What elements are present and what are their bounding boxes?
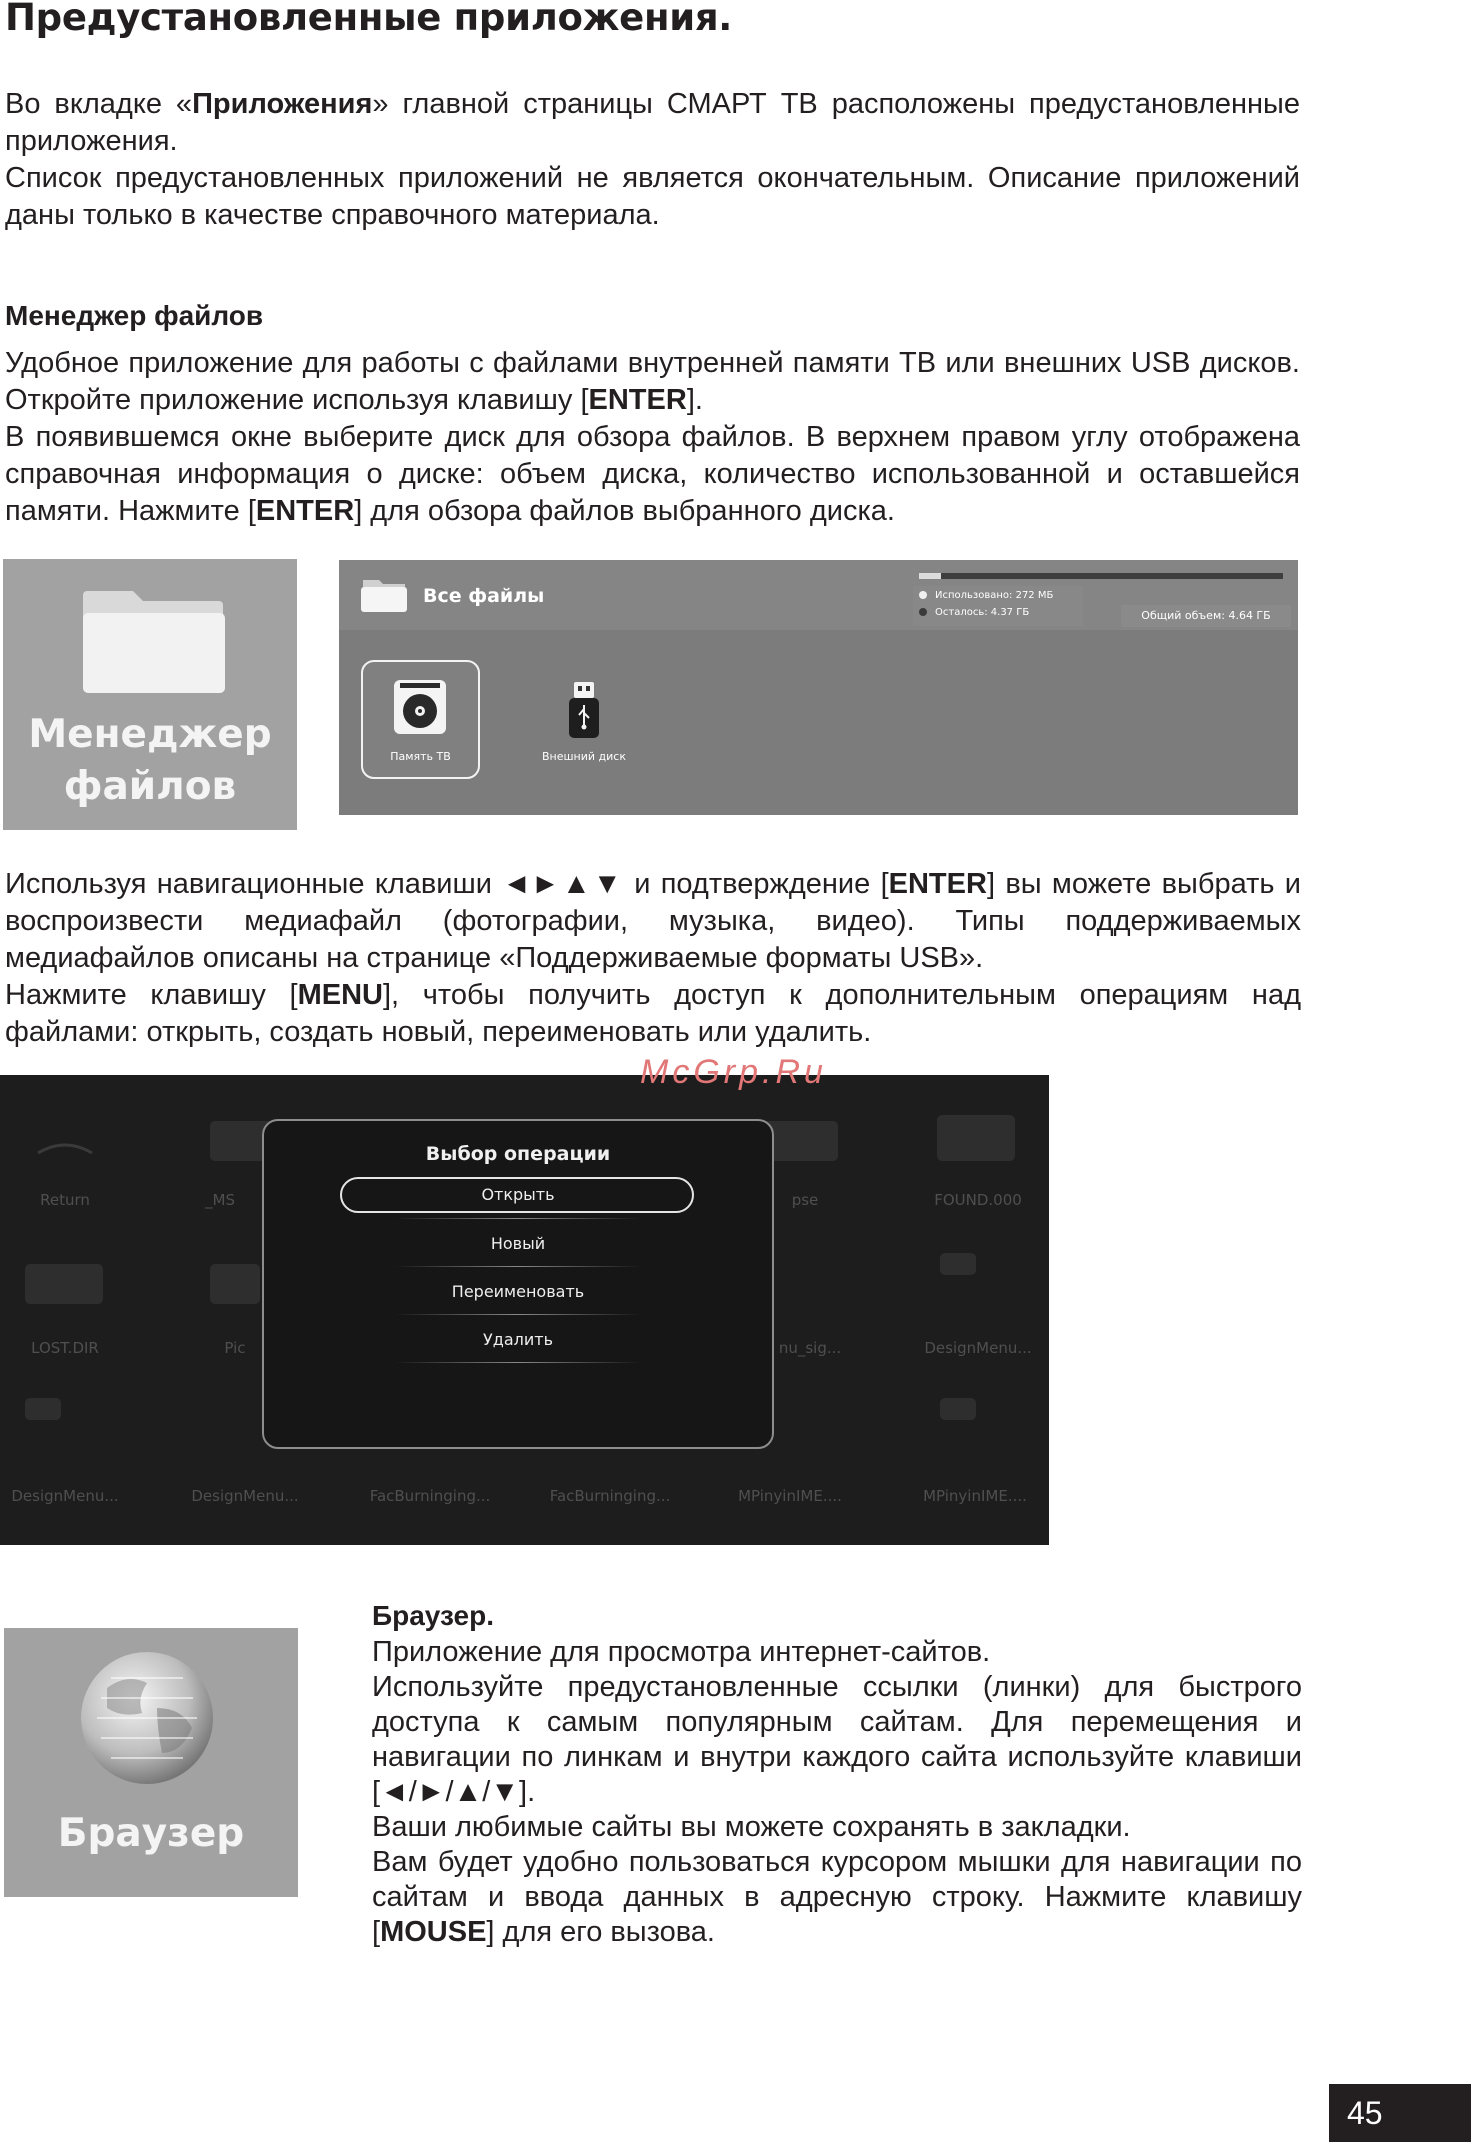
storage-usage-bar bbox=[919, 573, 1283, 579]
fm-p2-b: ] для обзора файлов выбранного диска. bbox=[354, 495, 895, 527]
drive-tv-memory-label: Память ТВ bbox=[390, 750, 451, 763]
browser-line-1: Приложение для просмотра интернет-сайтов. bbox=[372, 1636, 991, 1668]
apk-icon bbox=[940, 1398, 976, 1420]
folder-icon bbox=[937, 1115, 1015, 1161]
apk-icon bbox=[940, 1253, 976, 1275]
folder-icon bbox=[360, 577, 408, 613]
free-dot-icon bbox=[919, 608, 927, 616]
fm-p1-b: ]. bbox=[686, 384, 703, 416]
file-label: DesignMenu... bbox=[924, 1339, 1032, 1357]
file-label: MPinyinIME.... bbox=[738, 1487, 842, 1505]
drive-tv-memory[interactable] bbox=[361, 660, 480, 779]
drive-external-label: Внешний диск bbox=[541, 750, 626, 763]
file-label: pse bbox=[791, 1191, 819, 1209]
storage-total-text: Общий объем: 4.64 ГБ bbox=[1121, 605, 1291, 627]
page-title: Предустановленные приложения. bbox=[5, 0, 733, 39]
storage-usage-fill bbox=[919, 573, 941, 579]
screen-header-title: Все файлы bbox=[423, 585, 545, 607]
divider bbox=[394, 1266, 642, 1267]
file-manager-paragraph-2 bbox=[5, 419, 1300, 530]
option-delete-button[interactable]: Удалить bbox=[483, 1330, 553, 1349]
option-new-button[interactable]: Новый bbox=[490, 1234, 546, 1253]
nav-p4-a: Нажмите клавишу [ bbox=[5, 979, 298, 1011]
intro-paragraph-2: Список предустановленных приложений не является окончательным. Описание приложений даны только в качестве справочного материала. bbox=[5, 162, 1300, 231]
file-label: nu_sig... bbox=[778, 1339, 842, 1357]
operation-dialog-title: Выбор операции bbox=[425, 1143, 611, 1165]
folder-icon bbox=[210, 1264, 260, 1304]
divider bbox=[394, 1218, 642, 1219]
browser-p4-b: ] для его вызова. bbox=[486, 1916, 715, 1948]
page-number: 45 bbox=[1329, 2084, 1471, 2142]
nav-p3-a: Используя навигационные клавиши ◄►▲▼ и подтверждение [ bbox=[5, 868, 889, 900]
folder-icon bbox=[79, 583, 229, 695]
operation-menu-screen bbox=[0, 1075, 1049, 1545]
browser-text bbox=[372, 1635, 1302, 1950]
file-label: DesignMenu... bbox=[11, 1487, 119, 1505]
intro-text-b: » главной страницы СМАРТ ТВ расположены предустановленные приложения. bbox=[5, 88, 1300, 157]
drive-external-disk[interactable] bbox=[524, 660, 644, 775]
globe-icon bbox=[77, 1648, 217, 1788]
nav-p3-b: ] вы можете выбрать и воспроизвести медиафайл (фотографии, музыка, видео). Типы поддерживаемых медиафайлов описаны на странице «Поддерживаемые форматы USB». bbox=[5, 868, 1301, 974]
used-dot-icon bbox=[919, 591, 927, 599]
file-label: MPinyinIME.... bbox=[923, 1487, 1027, 1505]
mouse-key: MOUSE bbox=[380, 1916, 487, 1948]
navigation-paragraph-1 bbox=[5, 866, 1301, 977]
browser-line-3: Ваши любимые сайты вы можете сохранять в закладки. bbox=[372, 1811, 1131, 1843]
file-manager-heading: Менеджер файлов bbox=[5, 300, 264, 331]
intro-text bbox=[5, 86, 1300, 234]
file-manager-text bbox=[5, 345, 1300, 530]
usb-drive-icon bbox=[566, 681, 602, 739]
file-label: Pic bbox=[224, 1339, 246, 1357]
apk-icon bbox=[25, 1398, 61, 1420]
option-open-label: Открыть bbox=[481, 1185, 555, 1204]
operation-dialog bbox=[262, 1119, 774, 1449]
enter-key: ENTER bbox=[888, 868, 987, 900]
storage-used-text: Использовано: 272 МБ bbox=[935, 590, 1054, 601]
browser-paragraph-4 bbox=[372, 1845, 1302, 1950]
intro-paragraph-1 bbox=[5, 86, 1300, 160]
browser-paragraph-2: Используйте предустановленные ссылки (линки) для быстрого доступа к самым популярным сайтам. Для перемещения и навигации по линкам и внутри каждого сайта используйте клавиши [◄/►/▲/▼]. bbox=[372, 1671, 1302, 1808]
file-manager-tile-label-2: файлов bbox=[63, 764, 237, 809]
browser-heading: Браузер. bbox=[372, 1600, 495, 1631]
file-manager-screen bbox=[339, 560, 1298, 815]
file-label: FacBurninging... bbox=[549, 1487, 671, 1505]
menu-key: MENU bbox=[297, 979, 383, 1011]
file-manager-paragraph-1 bbox=[5, 345, 1300, 419]
file-manager-tile-label-1: Менеджер bbox=[28, 712, 272, 757]
intro-apps-tab: Приложения bbox=[192, 88, 373, 120]
file-label: Return bbox=[40, 1191, 90, 1209]
intro-text-a: Во вкладке « bbox=[5, 88, 193, 120]
return-arrow-icon bbox=[30, 1135, 100, 1165]
file-label: _MS bbox=[205, 1191, 235, 1209]
navigation-text bbox=[5, 866, 1301, 1051]
nav-p4-b: ], чтобы получить доступ к дополнительным операциям над файлами: открыть, создать новый, переименовать или удалить. bbox=[5, 979, 1301, 1048]
option-rename-button[interactable]: Переименовать bbox=[451, 1282, 585, 1301]
enter-key: ENTER bbox=[255, 495, 355, 527]
browser-p4-a: Вам будет удобно пользоваться курсором мышки для навигации по сайтам и ввода данных в адресную строку. Нажмите клавишу [ bbox=[372, 1846, 1302, 1948]
folder-icon bbox=[25, 1264, 103, 1304]
fm-p1-a: Удобное приложение для работы с файлами внутренней памяти ТВ или внешних USB дисков. Откройте приложение используя клавишу [ bbox=[5, 347, 1300, 416]
fm-p2-a: В появившемся окне выберите диск для обзора файлов. В верхнем правом углу отображена справочная информация о диске: объем диска, количество использованной и оставшейся памяти. Нажмите [ bbox=[5, 421, 1300, 527]
divider bbox=[394, 1362, 642, 1363]
file-label: LOST.DIR bbox=[31, 1339, 99, 1357]
file-label: FacBurninging... bbox=[369, 1487, 491, 1505]
storage-left-text: Осталось: 4.37 ГБ bbox=[935, 607, 1030, 618]
disk-drive-icon bbox=[393, 679, 447, 735]
browser-tile-label: Браузер bbox=[57, 1811, 245, 1856]
file-manager-app-tile[interactable] bbox=[3, 559, 297, 830]
file-label: FOUND.000 bbox=[934, 1191, 1022, 1209]
file-label: DesignMenu... bbox=[191, 1487, 299, 1505]
navigation-paragraph-2 bbox=[5, 977, 1301, 1051]
watermark: McGrp.Ru bbox=[640, 1053, 827, 1091]
divider bbox=[394, 1314, 642, 1315]
browser-app-tile[interactable] bbox=[4, 1628, 298, 1897]
enter-key: ENTER bbox=[588, 384, 687, 416]
